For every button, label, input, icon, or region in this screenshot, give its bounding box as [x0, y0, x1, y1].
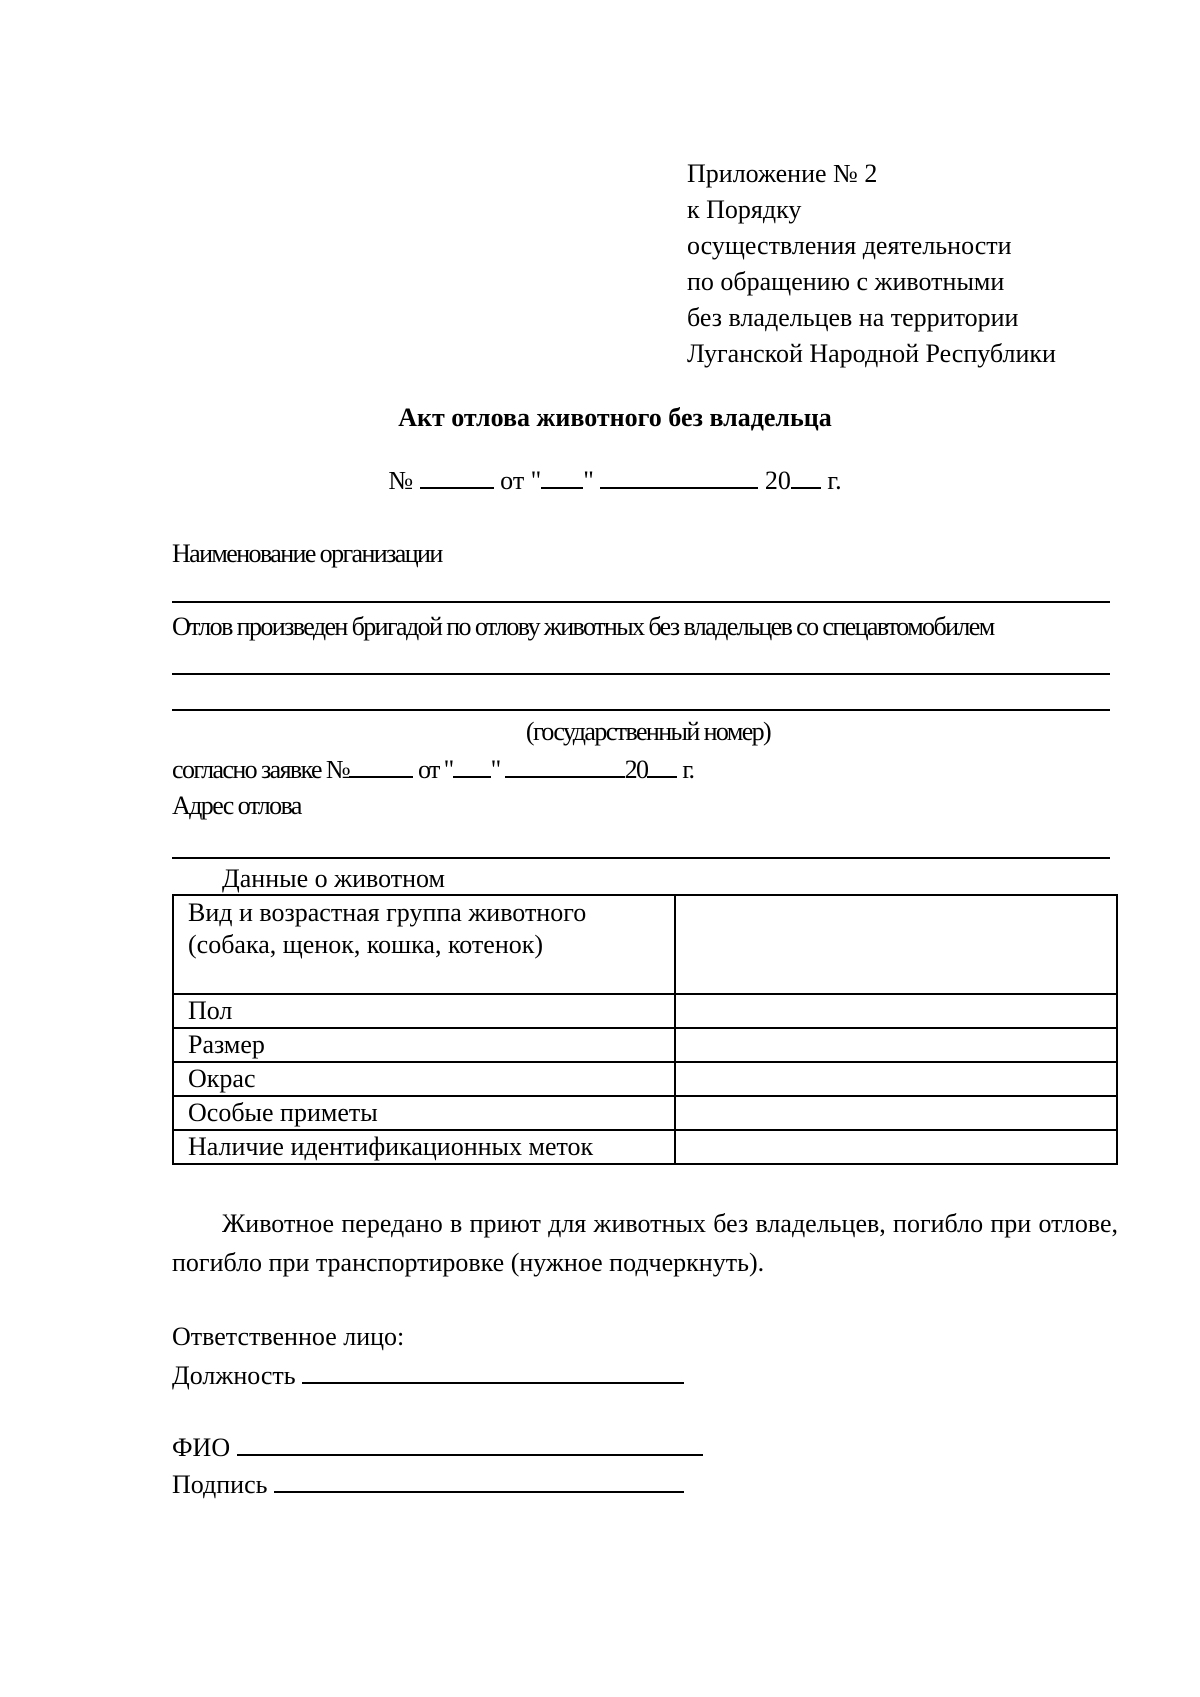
request-year-blank[interactable] — [647, 752, 677, 778]
request-line — [172, 752, 693, 786]
row-label-size: Размер — [173, 1028, 675, 1062]
vehicle-blank-line-2[interactable] — [172, 709, 1110, 711]
table-row — [173, 1096, 1117, 1130]
row-label-marks: Особые приметы — [173, 1096, 675, 1130]
number-sign: № — [388, 466, 414, 495]
responsible-label: Ответственное лицо: — [172, 1322, 405, 1351]
table-row — [173, 1028, 1117, 1062]
row-value-marks[interactable] — [675, 1096, 1117, 1130]
appendix-block — [687, 156, 1056, 372]
request-label: согласно заявке № — [172, 755, 350, 784]
transfer-paragraph — [172, 1204, 1118, 1282]
request-quote-close: " — [490, 755, 500, 784]
row-value-id-tags[interactable] — [675, 1130, 1117, 1164]
signature-label: Подпись — [172, 1470, 268, 1499]
appendix-line: без владельцев на территории — [687, 303, 1019, 332]
organization-label: Наименование организации — [172, 539, 442, 568]
row-value-sex[interactable] — [675, 994, 1117, 1028]
request-month-blank[interactable] — [505, 752, 625, 778]
row-label-sex: Пол — [173, 994, 675, 1028]
vehicle-blank-line-1[interactable] — [172, 673, 1110, 675]
row-value-color[interactable] — [675, 1062, 1117, 1096]
table-row — [173, 1062, 1117, 1096]
row-value-size[interactable] — [675, 1028, 1117, 1062]
position-blank[interactable] — [302, 1358, 684, 1384]
name-blank[interactable] — [237, 1430, 703, 1456]
act-year-blank[interactable] — [791, 463, 821, 489]
position-label: Должность — [172, 1361, 296, 1390]
animal-data-heading: Данные о животном — [222, 864, 445, 893]
from-label: от " — [500, 466, 542, 495]
request-number-blank[interactable] — [349, 752, 413, 778]
request-from-label: от " — [417, 755, 453, 784]
appendix-line: осуществления деятельности — [687, 231, 1012, 260]
request-year-prefix: 20 — [624, 755, 648, 784]
transfer-text: Животное передано в приют для животных без владельцев, погибло при отлове, погибло при транспортировке (нужное подчеркнуть). — [172, 1209, 1118, 1277]
organization-blank-line[interactable] — [172, 601, 1110, 603]
appendix-line: Луганской Народной Республики — [687, 339, 1056, 368]
act-number-line — [0, 463, 1200, 496]
row-value-species[interactable] — [675, 895, 1117, 994]
row-label-color: Окрас — [173, 1062, 675, 1096]
request-year-suffix: г. — [682, 755, 694, 784]
table-row — [173, 1130, 1117, 1164]
year-suffix: г. — [827, 466, 842, 495]
name-line — [172, 1430, 703, 1464]
appendix-line: Приложение № 2 — [687, 159, 878, 188]
document-title: Акт отлова животного без владельца — [398, 403, 832, 432]
animal-data-table — [172, 894, 1118, 1165]
table-row — [173, 994, 1117, 1028]
address-label: Адрес отлова — [172, 791, 301, 820]
row-label-species: Вид и возрастная группа животного (собака, щенок, кошка, котенок) — [173, 895, 675, 994]
act-month-blank[interactable] — [600, 463, 758, 489]
signature-line — [172, 1467, 684, 1501]
gov-number-caption: (государственный номер) — [525, 717, 771, 746]
request-day-blank[interactable] — [453, 752, 491, 778]
quote-close: " — [583, 466, 594, 495]
appendix-line: по обращению с животными — [687, 267, 1005, 296]
capture-text: Отлов произведен бригадой по отлову животных без владельцев со спецавтомобилем — [172, 612, 994, 641]
signature-blank[interactable] — [274, 1467, 684, 1493]
appendix-line: к Порядку — [687, 195, 802, 224]
act-number-blank[interactable] — [420, 463, 494, 489]
name-label: ФИО — [172, 1433, 231, 1462]
table-row — [173, 895, 1117, 994]
act-day-blank[interactable] — [541, 463, 583, 489]
position-line — [172, 1358, 684, 1392]
address-blank-line[interactable] — [172, 857, 1110, 859]
year-prefix: 20 — [764, 466, 791, 495]
row-label-id-tags: Наличие идентификационных меток — [173, 1130, 675, 1164]
